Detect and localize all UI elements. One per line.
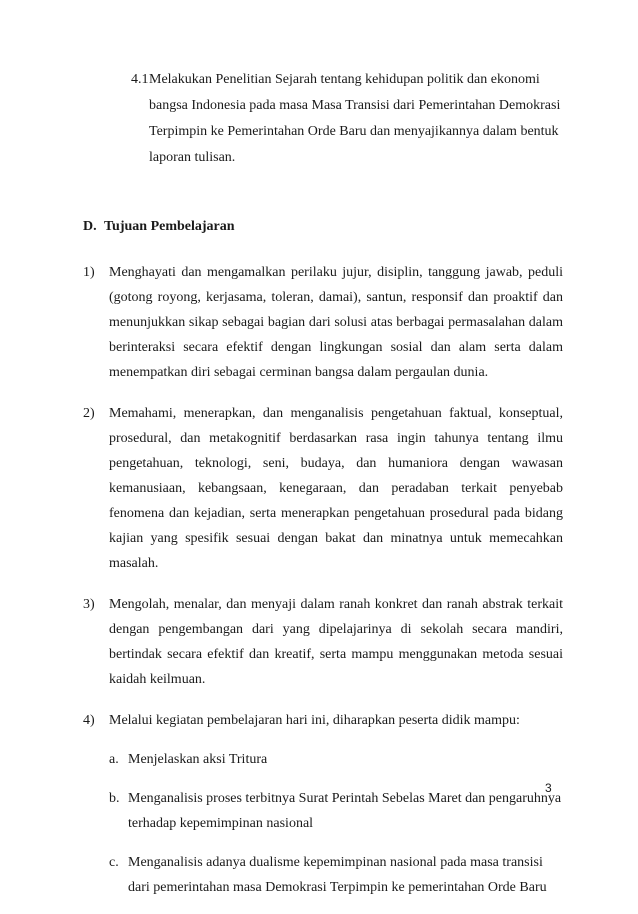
list-item-number: 2) bbox=[83, 406, 95, 421]
sub-list-letter: b. bbox=[109, 791, 120, 806]
list-item-text: Menghayati dan mengamalkan perilaku jujur, disiplin, tanggung jawab, peduli (gotong royong, kerjasama, toleran, damai), santun, responsif dan proaktif dan menunjukkan sikap sebagai bagian dari solusi atas berbagai permasalahan dalam berinteraksi secara efektif dengan lingkungan sosial dan alam serta dalam menempatkan diri sebagai cerminan bangsa dalam pergaulan dunia. bbox=[109, 265, 563, 380]
list-item-number: 1) bbox=[83, 265, 95, 280]
section-letter: D. bbox=[83, 219, 97, 234]
list-item bbox=[83, 260, 563, 385]
page-number: 3 bbox=[545, 781, 552, 795]
competency-text: Melakukan Penelitian Sejarah tentang kehidupan politik dan ekonomi bangsa Indonesia pada masa Masa Transisi dari Pemerintahan Demokrasi Terpimpin ke Pemerintahan Orde Baru dan menyajikannya dalam bentuk laporan tulisan. bbox=[149, 72, 561, 165]
sub-list-text: Menjelaskan aksi Tritura bbox=[128, 752, 268, 767]
section-title: Tujuan Pembelajaran bbox=[104, 219, 235, 234]
list-item bbox=[83, 592, 563, 692]
list-item-text: Melalui kegiatan pembelajaran hari ini, diharapkan peserta didik mampu: bbox=[109, 713, 520, 728]
list-item-number: 3) bbox=[83, 597, 95, 612]
sub-list-letter: c. bbox=[109, 855, 119, 870]
competency-4-1 bbox=[131, 67, 571, 171]
list-item bbox=[83, 708, 563, 733]
sub-list-item bbox=[83, 786, 563, 836]
list-item-text: Memahami, menerapkan, dan menganalisis pengetahuan faktual, konseptual, prosedural, dan metakognitif berdasarkan rasa ingin tahunya tentang ilmu pengetahuan, teknologi, seni, budaya, dan humaniora dengan wawasan kemanusiaan, kebangsaan, kenegaraan, dan peradaban terkait penyebab fenomena dan kejadian, serta menerapkan pengetahuan prosedural pada bidang kajian yang spesifik sesuai dengan bakat dan minatnya untuk memecahkan masalah. bbox=[109, 406, 563, 571]
sub-list-item bbox=[83, 850, 563, 900]
list-item-number: 4) bbox=[83, 713, 95, 728]
sub-list bbox=[83, 747, 563, 900]
list-item bbox=[83, 401, 563, 576]
sub-list-item bbox=[83, 747, 563, 772]
sub-list-text: Menganalisis adanya dualisme kepemimpinan nasional pada masa transisi dari pemerintahan masa Demokrasi Terpimpin ke pemerintahan Orde Baru bbox=[128, 855, 547, 895]
list-item-text: Mengolah, menalar, dan menyaji dalam ranah konkret dan ranah abstrak terkait dengan pengembangan dari yang dipelajarinya di sekolah secara mandiri, bertindak secara efektif dan kreatif, serta mampu menggunakan metoda sesuai kaidah keilmuan. bbox=[109, 597, 563, 687]
competency-number: 4.1 bbox=[131, 72, 149, 87]
learning-goals-list bbox=[83, 260, 563, 914]
section-heading bbox=[83, 219, 235, 235]
sub-list-letter: a. bbox=[109, 752, 119, 767]
sub-list-text: Menganalisis proses terbitnya Surat Perintah Sebelas Maret dan pengaruhnya terhadap kepemimpinan nasional bbox=[128, 791, 562, 831]
